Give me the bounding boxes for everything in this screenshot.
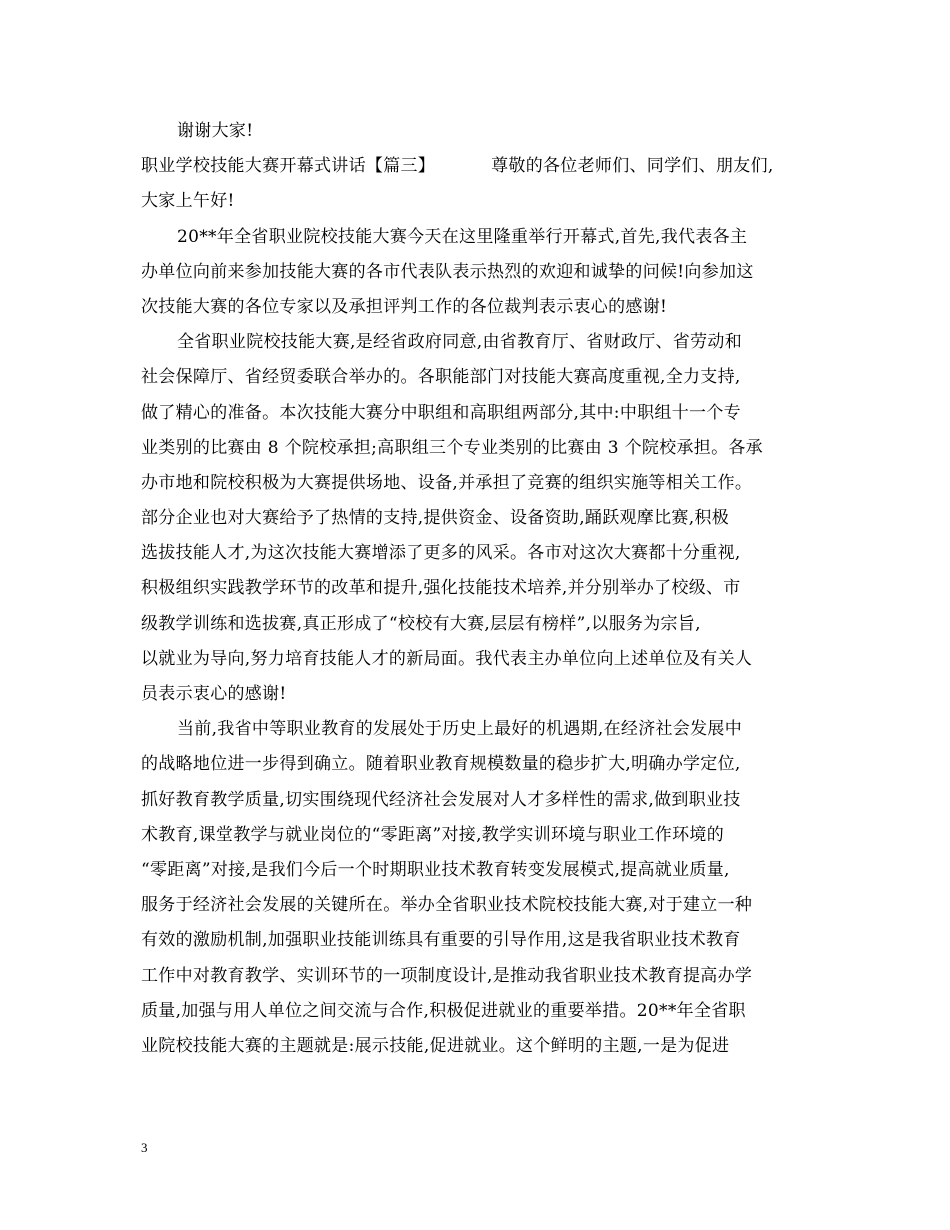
paragraph-line: 谢谢大家! (177, 121, 254, 141)
paragraph-line: 工作中对教育教学、实训环节的一项制度设计,是推动我省职业技术教育提高办学 (141, 965, 753, 986)
section-title: 职业学校技能大赛开幕式讲话【篇三】 (141, 156, 436, 177)
salutation: 尊敬的各位老师们、同学们、朋友们, (491, 156, 774, 177)
paragraph-line: 部分企业也对大赛给予了热情的支持,提供资金、设备资助,踊跃观摩比赛,积极 (141, 508, 730, 529)
paragraph-line: 办市地和院校积极为大赛提供场地、设备,并承担了竞赛的组织实施等相关工作。 (141, 472, 753, 493)
paragraph-line: 员表示衷心的感谢! (141, 684, 287, 704)
paragraph-line: 当前,我省中等职业教育的发展处于历史上最好的机遇期,在经济社会发展中 (177, 719, 743, 740)
paragraph-line: 术教育,课堂教学与就业岗位的“零距离”对接,教学实训环境与职业工作环境的 (141, 824, 724, 845)
paragraph-line: 质量,加强与用人单位之间交流与合作,积极促进就业的重要举措。20**年全省职 (141, 1000, 746, 1021)
paragraph-line: 大家上午好! (141, 191, 235, 212)
paragraph-line: 全省职业院校技能大赛,是经省政府同意,由省教育厅、省财政厅、省劳动和 (177, 332, 743, 353)
paragraph-line: 业院校技能大赛的主题就是:展示技能,促进就业。这个鲜明的主题,一是为促进 (141, 1035, 730, 1056)
paragraph-line: 选拔技能人才,为这次技能大赛增添了更多的风采。各市对这次大赛都十分重视, (141, 543, 741, 564)
document-body (141, 114, 821, 1064)
paragraph-line: 积极组织实践教学环节的改革和提升,强化技能技术培养,并分别举办了校级、市 (141, 578, 741, 599)
paragraph-line: 社会保障厅、省经贸委联合举办的。各职能部门对技能大赛高度重视,全力支持, (141, 367, 741, 388)
paragraph-line: 办单位向前来参加技能大赛的各市代表队表示热烈的欢迎和诚挚的问候!向参加这 (141, 261, 754, 282)
paragraph-line: 业类别的比赛由 8 个院校承担;高职组三个专业类别的比赛由 3 个院校承担。各承 (141, 437, 763, 458)
paragraph-line: 抓好教育教学质量,切实围绕现代经济社会发展对人才多样性的需求,做到职业技 (141, 789, 741, 810)
section-title-line (141, 149, 821, 184)
paragraph-line: 20**年全省职业院校技能大赛今天在这里隆重举行开幕式,首先,我代表各主 (177, 226, 748, 247)
paragraph-line: 有效的激励机制,加强职业技能训练具有重要的引导作用,这是我省职业技术教育 (141, 930, 741, 951)
paragraph-line: “零距离”对接,是我们今后一个时期职业技术教育转变发展模式,提高就业质量, (141, 859, 730, 880)
paragraph-line: 次技能大赛的各位专家以及承担评判工作的各位裁判表示衷心的感谢! (141, 296, 668, 317)
paragraph-line: 级教学训练和选拔赛,真正形成了“校校有大赛,层层有榜样”,以服务为宗旨, (141, 613, 701, 634)
paragraph-line: 的战略地位进一步得到确立。随着职业教育规模数量的稳步扩大,明确办学定位, (141, 754, 741, 775)
paragraph-line: 以就业为导向,努力培育技能人才的新局面。我代表主办单位向上述单位及有关人 (141, 648, 753, 669)
page-number: 3 (141, 1140, 148, 1155)
paragraph-line: 服务于经济社会发展的关键所在。举办全省职业技术院校技能大赛,对于建立一种 (141, 895, 753, 916)
paragraph-line: 做了精心的准备。本次技能大赛分中职组和高职组两部分,其中:中职组十一个专 (141, 402, 741, 423)
